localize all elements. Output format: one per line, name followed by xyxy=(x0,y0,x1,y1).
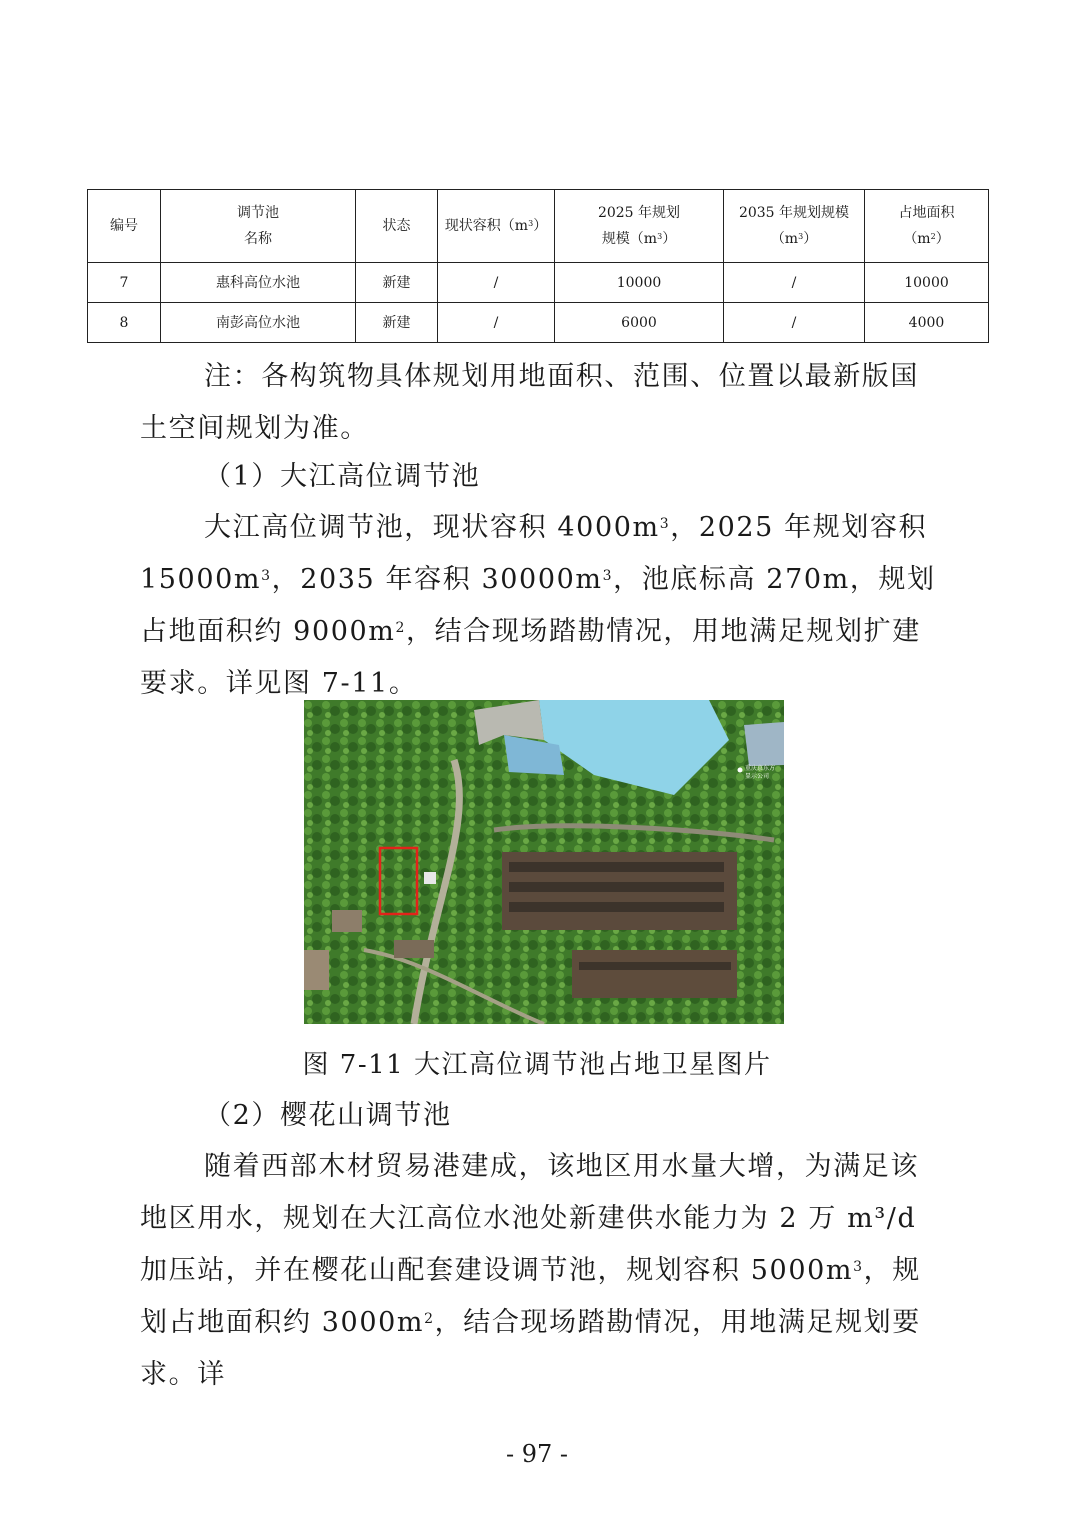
map-label: 重庆京东方 xyxy=(745,765,776,772)
table-row xyxy=(88,303,989,343)
header-land-area: 占地面积 $(m^2)$ xyxy=(865,190,989,263)
table-cell: 8 xyxy=(88,303,161,343)
table-cell: 4000 xyxy=(865,303,989,343)
header-2025-scale: 2025 年规划 规模$(m^3)$ xyxy=(555,190,724,263)
table-cell: 10000 xyxy=(865,263,989,303)
table-cell: 10000 xyxy=(555,263,724,303)
table-cell: / xyxy=(438,303,555,343)
header-number: 编号 xyxy=(88,190,161,263)
section2-paragraph: 随着西部木材贸易港建成，该地区用水量大增，为满足该地区用水，规划在大江高位水池处新建供水能力为 2 万 m³/d 加压站，并在樱花山配套建设调节池，规划容积 $5000m^3$，规划占地面积约 $3000m^2$，结合现场踏勘情况，用地满足规划要求。详 xyxy=(140,1151,921,1390)
satellite-image xyxy=(304,700,784,1024)
section1-heading: （1）大江高位调节池 xyxy=(204,461,481,492)
table-cell: / xyxy=(724,263,865,303)
reservoir-table xyxy=(87,189,989,343)
table-cell: 6000 xyxy=(555,303,724,343)
page-number: - 97 - xyxy=(505,1440,568,1468)
table-cell: 新建 xyxy=(356,263,438,303)
figure-caption: 图 7-11 大江高位调节池占地卫星图片 xyxy=(302,1050,772,1080)
section1-paragraph: 大江高位调节池，现状容积 $4000m^3$，2025 年规划容积 $15000m^3$，2035 年容积 $30000m^3$，池底标高 270m，规划占地面积约 $9000m^2$，结合现场踏勘情况，用地满足规划扩建要求。详见图 7-11。 xyxy=(140,512,936,699)
table-cell: 新建 xyxy=(356,303,438,343)
table-header-row xyxy=(88,190,989,263)
table-cell: 南彭高位水池 xyxy=(161,303,356,343)
section2-heading: （2）樱花山调节池 xyxy=(204,1100,452,1131)
header-status: 状态 xyxy=(356,190,438,263)
table-cell: / xyxy=(438,263,555,303)
map-label: 显示公司 xyxy=(745,773,770,780)
note-paragraph: 注：各构筑物具体规划用地面积、范围、位置以最新版国土空间规划为准。 xyxy=(140,361,919,444)
table-cell: 7 xyxy=(88,263,161,303)
table-cell: 惠科高位水池 xyxy=(161,263,356,303)
table-row xyxy=(88,263,989,303)
header-name: 调节池 名称 xyxy=(161,190,356,263)
header-2035-scale: 2035 年规划规模 $(m^3)$ xyxy=(724,190,865,263)
header-current-volume: 现状容积$(m^3)$ xyxy=(438,190,555,263)
table-cell: / xyxy=(724,303,865,343)
